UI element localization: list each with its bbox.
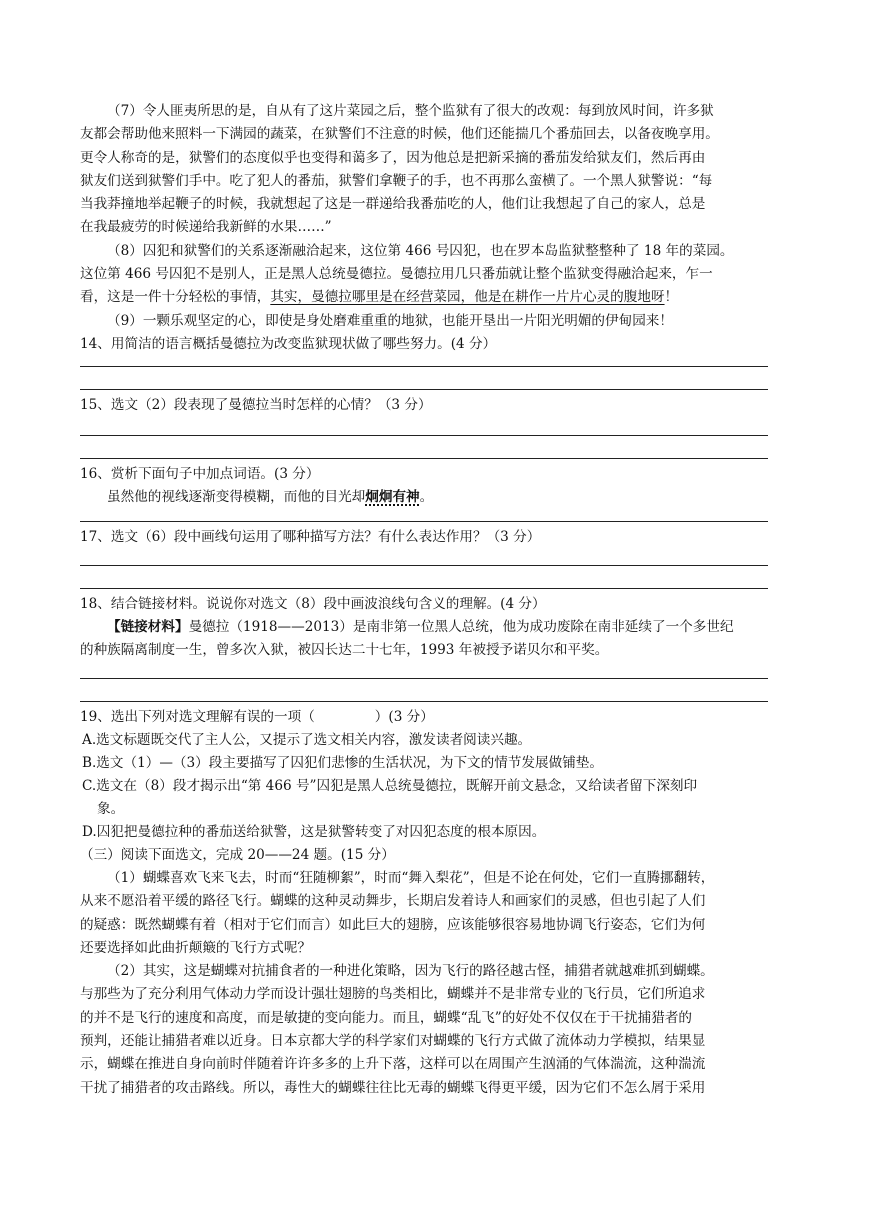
question-19: 19、选出下列对选文理解有误的一项（ ）(3 分） bbox=[80, 708, 434, 725]
paragraph-7-line-2: 友都会帮助他来照料一下满园的蔬菜，在狱警们不注意的时候，他们还能揣几个番茄回去，以备夜晚享用。 bbox=[80, 126, 719, 143]
s3-paragraph-1-line-3: 的疑惑：既然蝴蝶有着（相对于它们而言）如此巨大的翅膀，应该能够很容易地协调飞行姿态，它们为何 bbox=[80, 916, 706, 933]
s3-paragraph-2-line-6: 干扰了捕猎者的攻击路线。所以，毒性大的蝴蝶往往比无毒的蝴蝶飞得更平缓，因为它们不怎么屑于采用 bbox=[80, 1079, 706, 1096]
question-18: 18、结合链接材料。说说你对选文（8）段中画波浪线句含义的理解。(4 分） bbox=[80, 595, 546, 612]
paragraph-8-line-3: 看，这是一件十分轻松的事情，其实，曼德拉哪里是在经营菜园，他是在耕作一片片心灵的腹地呀！ bbox=[80, 289, 679, 306]
paragraph-8-line-2: 这位第 466 号囚犯不是别人，正是黑人总统曼德拉。曼德拉用几只番茄就让整个监狱变得融洽起来，乍一 bbox=[80, 266, 713, 283]
s3-paragraph-1-line-2: 从来不愿沿着平缓的路径飞行。蝴蝶的这种灵动舞步，长期启发着诗人和画家们的灵感，但也引起了人们 bbox=[80, 893, 706, 910]
question-15: 15、选文（2）段表现了曼德拉当时怎样的心情？（3 分） bbox=[80, 396, 432, 413]
question-17: 17、选文（6）段中画线句运用了哪种描写方法？有什么表达作用？（3 分） bbox=[80, 528, 541, 545]
s3-paragraph-2-line-2: 与那些为了充分利用气体动力学而设计强壮翅膀的鸟类相比，蝴蝶并不是非常专业的飞行员，它们所追求 bbox=[80, 986, 706, 1003]
paragraph-7-line-3: 更令人称奇的是，狱警们的态度似乎也变得和蔼多了，因为他总是把新采摘的番茄发给狱友们，然后再由 bbox=[80, 149, 706, 166]
paragraph-7-line-5: 当我莽撞地举起鞭子的时候，我就想起了这是一群递给我番茄吃的人，他们让我想起了自己的家人，总是 bbox=[80, 196, 706, 213]
link-material-line-1: 【链接材料】曼德拉（1918——2013）是南非第一位黑人总统，他为成功废除在南非延续了一个多世纪 bbox=[107, 618, 734, 635]
paragraph-8-line-1: （8）囚犯和狱警们的关系逐渐融洽起来，这位第 466 号囚犯，也在罗本岛监狱整整种了 18 年的菜园。 bbox=[107, 242, 734, 259]
s3-paragraph-2-line-4: 预判，还能让捕猎者难以近身。日本京都大学的科学家们对蝴蝶的飞行方式做了流体动力学模拟，结果显 bbox=[80, 1033, 706, 1050]
option-a[interactable]: A.选文标题既交代了主人公，又提示了选文相关内容，激发读者阅读兴趣。 bbox=[82, 731, 532, 748]
exam-page bbox=[80, 100, 770, 1100]
s3-paragraph-1-line-1: （1）蝴蝶喜欢飞来飞去，时而“狂随柳絮”，时而“舞入梨花”，但是不论在何处，它们一直腾挪翻转， bbox=[107, 869, 715, 886]
option-b[interactable]: B.选文（1）—（3）段主要描写了囚犯们悲惨的生活状况，为下文的情节发展做铺垫。 bbox=[82, 754, 603, 771]
question-16: 16、赏析下面句子中加点词语。(3 分） bbox=[80, 465, 320, 482]
question-16-sentence: 虽然他的视线逐渐变得模糊，而他的目光却炯炯有神。 bbox=[107, 488, 434, 505]
option-c-line-2[interactable]: 象。 bbox=[97, 800, 125, 817]
section-3-heading: （三）阅读下面选文，完成 20——24 题。(15 分） bbox=[80, 846, 395, 863]
question-14: 14、用简洁的语言概括曼德拉为改变监狱现状做了哪些努力。(4 分） bbox=[80, 335, 497, 352]
underlined-sentence: 其实，曼德拉哪里是在经营菜园，他是在耕作一片片心灵的腹地呀 bbox=[270, 289, 665, 306]
paragraph-7-line-1: （7）令人匪夷所思的是，自从有了这片菜园之后，整个监狱有了很大的改观：每到放风时间，许多狱 bbox=[107, 103, 714, 119]
paragraph-7-line-6: 在我最疲劳的时候递给我新鲜的水果……” bbox=[80, 219, 332, 236]
s3-paragraph-2-line-1: （2）其实，这是蝴蝶对抗捕食者的一种进化策略，因为飞行的路径越古怪，捕猎者就越难抓到蝴蝶。 bbox=[107, 963, 714, 980]
link-material-line-2: 的种族隔离制度一生，曾多次入狱，被囚长达二十七年，1993 年被授予诺贝尔和平奖。 bbox=[80, 641, 609, 658]
s3-paragraph-2-line-3: 的并不是飞行的速度和高度，而是敏捷的变向能力。而且，蝴蝶“乱飞”的好处不仅仅在于干扰捕猎者的 bbox=[80, 1009, 693, 1026]
dotted-words: 炯炯有神 bbox=[365, 488, 420, 505]
option-c-line-1[interactable]: C.选文在（8）段才揭示出“第 466 号”囚犯是黑人总统曼德拉，既解开前文悬念，又给读者留下深刻印 bbox=[82, 777, 698, 794]
paragraph-9: （9）一颗乐观坚定的心，即使是身处磨难重重的地狱，也能开垦出一片阳光明媚的伊甸园来！ bbox=[107, 312, 673, 329]
paragraph-7-line-4: 狱友们送到狱警们手中。吃了犯人的番茄，狱警们拿鞭子的手，也不再那么蛮横了。一个黑人狱警说：“每 bbox=[80, 172, 713, 189]
s3-paragraph-1-line-4: 还要选择如此曲折颠簸的飞行方式呢？ bbox=[80, 939, 312, 956]
s3-paragraph-2-line-5: 示，蝴蝶在推进自身向前时伴随着许许多多的上升下落，这样可以在周围产生汹涌的气体湍流，这种湍流 bbox=[80, 1056, 706, 1073]
option-d[interactable]: D.囚犯把曼德拉种的番茄送给狱警，这是狱警转变了对囚犯态度的根本原因。 bbox=[82, 823, 546, 840]
